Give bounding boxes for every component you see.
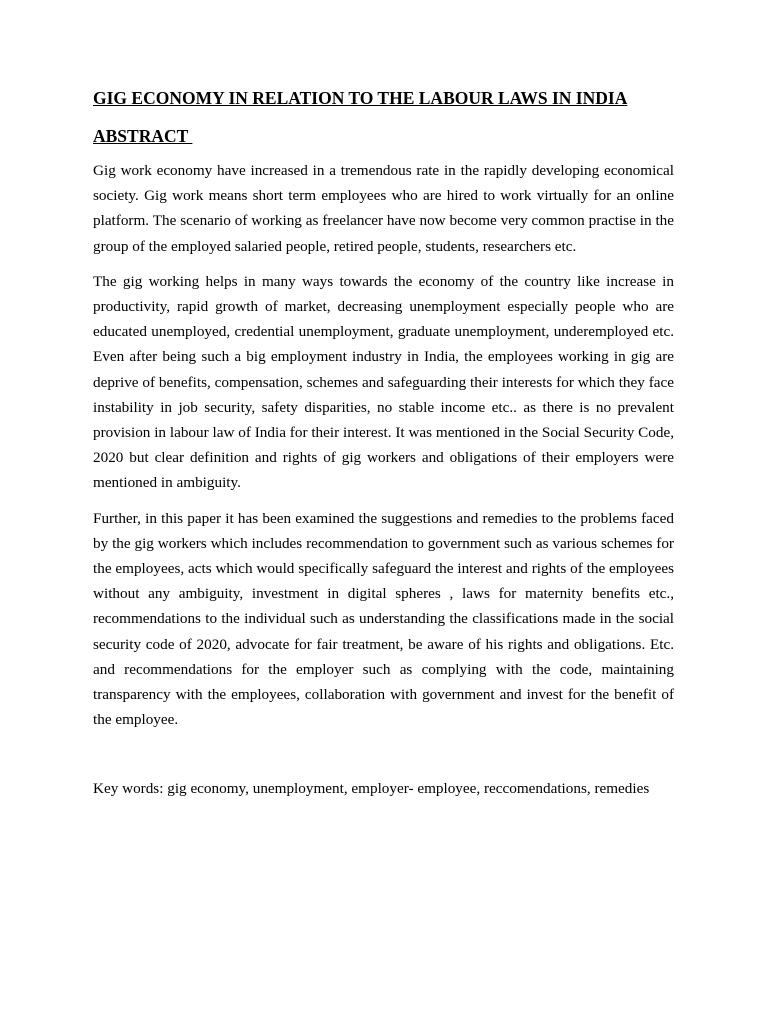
abstract-paragraph-3: Further, in this paper it has been examined the suggestions and remedies to the problems faced by the gig workers which includes recommendation to government such as various schemes for the employees, acts which would specifically safeguard the interest and rights of the employees without any ambiguity, investment in digital spheres , laws for maternity benefits etc., recommendations to the individual such as understanding the classifications made in the social security code of 2020, advocate for fair treatment, be aware of his rights and obligations. Etc. and recommendations for the employer such as complying with the code, maintaining transparency with the employees, collaboration with government and invest for the benefit of the employee. [93, 509, 674, 729]
document-page [93, 86, 674, 802]
document-title: GIG ECONOMY IN RELATION TO THE LABOUR LAWS IN INDIA [93, 88, 628, 108]
keywords-line: Key words: gig economy, unemployment, employer- employee, reccomendations, remedies [93, 780, 650, 798]
abstract-paragraph-1: Gig work economy have increased in a tremendous rate in the rapidly developing economical society. Gig work means short term employees who are hired to work virtually for an online platform. The scenario of working as freelancer have now become very common practise in the group of the employed salaried people, retired people, students, researchers etc. [93, 162, 674, 255]
abstract-heading: ABSTRACT [93, 126, 193, 146]
abstract-paragraph-2: The gig working helps in many ways towards the economy of the country like increase in productivity, rapid growth of market, decreasing unemployment especially people who are educated unemployed, credential unemployment, graduate unemployment, underemployed etc. Even after being such a big employment industry in India, the employees working in gig are deprive of benefits, compensation, schemes and safeguarding their interests for which they face instability in job security, safety disparities, no stable income etc.. as there is no prevalent provision in labour law of India for their interest. It was mentioned in the Social Security Code, 2020 but clear definition and rights of gig workers and obligations of their employers were mentioned in ambiguity. [93, 272, 674, 492]
